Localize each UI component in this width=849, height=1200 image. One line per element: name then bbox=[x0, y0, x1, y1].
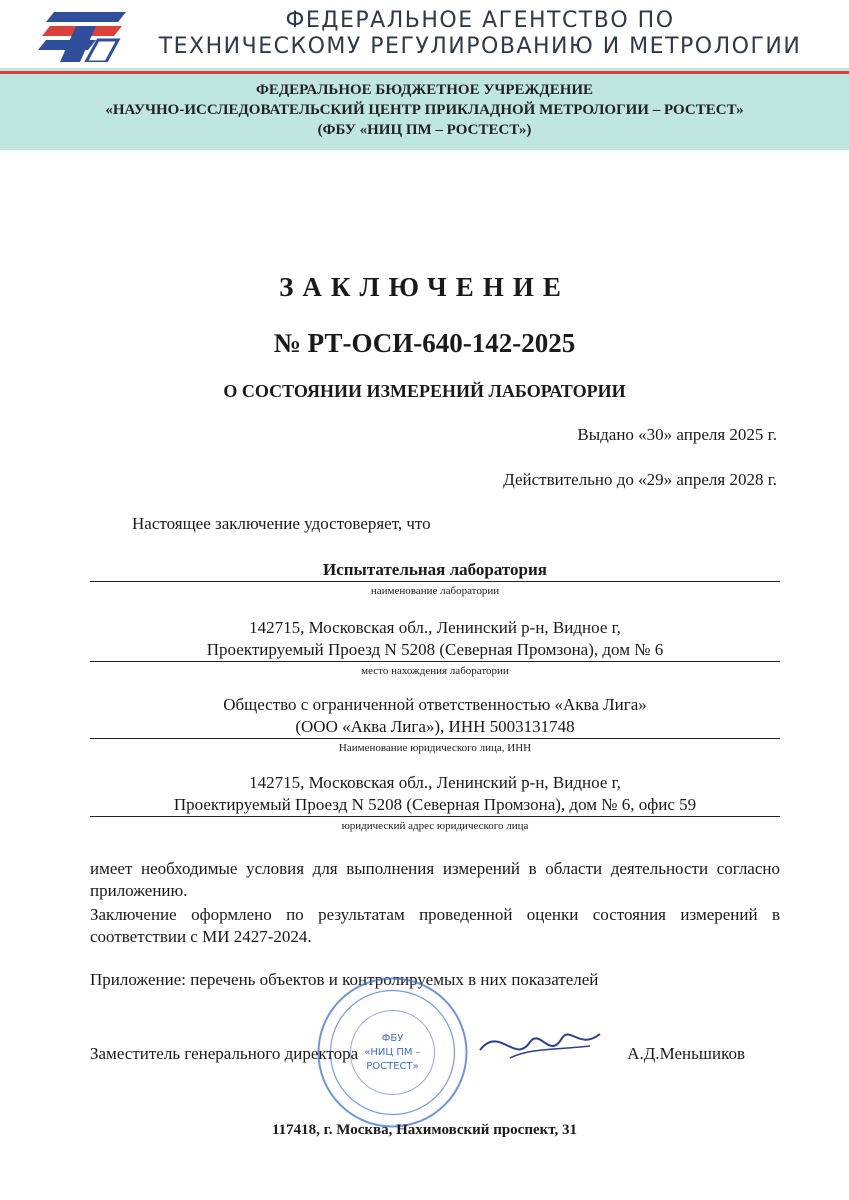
appendix-paragraph: Приложение: перечень объектов и контролируемых в них показателей bbox=[90, 970, 599, 989]
header-red-line bbox=[0, 71, 849, 74]
footer-address: 117418, г. Москва, Нахимовский проспект, 31 bbox=[271, 1122, 578, 1138]
intro-text: Настоящее заключение удостоверяет, что bbox=[132, 514, 431, 533]
lab-name-value: Испытательная лаборатория bbox=[322, 560, 548, 579]
stamp-text-3: РОСТЕСТ» bbox=[366, 1061, 419, 1072]
issued-date: Выдано «30» апреля 2025 г. bbox=[577, 425, 777, 444]
signature-row bbox=[90, 1044, 780, 1064]
signatory-name: А.Д.Меньшиков bbox=[627, 1044, 745, 1063]
entity-address-caption: юридический адрес юридического лица bbox=[341, 820, 529, 832]
stamp-text-1: ФБУ bbox=[381, 1033, 404, 1044]
lab-location-line-2: Проектируемый Проезд N 5208 (Северная Промзона), дом № 6 bbox=[206, 640, 664, 659]
entity-address-field bbox=[90, 772, 780, 833]
lab-location-line-1: 142715, Московская обл., Ленинский р-н, Видное г, bbox=[249, 618, 621, 637]
underline bbox=[90, 816, 780, 817]
lab-name-field bbox=[90, 559, 780, 598]
lab-name-caption: наименование лаборатории bbox=[370, 585, 500, 597]
entity-caption: Наименование юридического лица, ИНН bbox=[338, 742, 532, 754]
entity-address-line-2: Проектируемый Проезд N 5208 (Северная Промзона), дом № 6, офис 59 bbox=[173, 795, 697, 814]
entity-address-line-1: 142715, Московская обл., Ленинский р-н, Видное г, bbox=[249, 773, 621, 792]
assessment-paragraph: Заключение оформлено по результатам проведенной оценки состояния измерений в соответствии с МИ 2427-2024. bbox=[90, 905, 780, 946]
agency-line-2: ТЕХНИЧЕСКОМУ РЕГУЛИРОВАНИЮ И МЕТРОЛОГИИ bbox=[158, 34, 802, 59]
agency-logo-icon bbox=[36, 8, 128, 62]
institution-line-2: «НАУЧНО-ИССЛЕДОВАТЕЛЬСКИЙ ЦЕНТР ПРИКЛАДНОЙ МЕТРОЛОГИИ – РОСТЕСТ» bbox=[105, 102, 744, 118]
document-number: № РТ-ОСИ-640-142-2025 bbox=[273, 328, 576, 358]
lab-location-caption: место нахождения лаборатории bbox=[361, 665, 509, 677]
valid-until-date: Действительно до «29» апреля 2028 г. bbox=[503, 470, 777, 489]
entity-line-1: Общество с ограниченной ответственностью «Аква Лига» bbox=[223, 695, 647, 714]
signatory-position: Заместитель генерального директора bbox=[90, 1044, 359, 1063]
underline bbox=[90, 738, 780, 739]
underline bbox=[90, 581, 780, 582]
institution-line-3: (ФБУ «НИЦ ПМ – РОСТЕСТ») bbox=[317, 122, 532, 138]
entity-field bbox=[90, 694, 780, 755]
document-title: ЗАКЛЮЧЕНИЕ bbox=[279, 272, 570, 302]
underline bbox=[90, 661, 780, 662]
institution-line-1: ФЕДЕРАЛЬНОЕ БЮДЖЕТНОЕ УЧРЕЖДЕНИЕ bbox=[255, 82, 594, 98]
stamp-text-2: «НИЦ ПМ – bbox=[364, 1047, 421, 1058]
institution-name bbox=[0, 80, 849, 140]
document-subtitle: О СОСТОЯНИИ ИЗМЕРЕНИЙ ЛАБОРАТОРИИ bbox=[223, 381, 626, 401]
entity-line-2: (ООО «Аква Лига»), ИНН 5003131748 bbox=[295, 717, 575, 736]
document-header bbox=[0, 0, 849, 150]
lab-location-field bbox=[90, 617, 780, 678]
agency-name bbox=[130, 8, 830, 60]
agency-line-1: ФЕДЕРАЛЬНОЕ АГЕНТСТВО ПО bbox=[285, 8, 675, 33]
conditions-paragraph: имеет необходимые условия для выполнения измерений в области деятельности согласно приложению. bbox=[90, 859, 780, 900]
